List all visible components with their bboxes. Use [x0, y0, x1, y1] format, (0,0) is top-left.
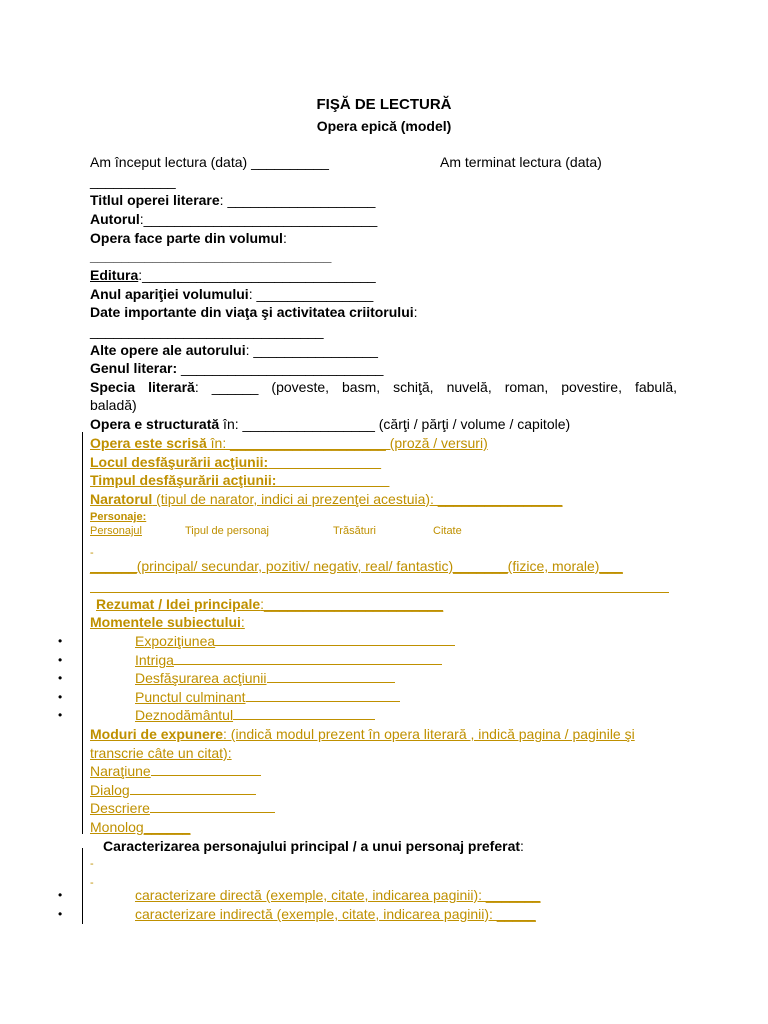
indirect-char: caracterizare indirectă (exemple, citate, indicarea paginii): _____: [135, 906, 536, 922]
modes-label: Moduri de expunere: [90, 726, 224, 742]
other-works-blank: : ________________: [245, 342, 378, 358]
types-line: ______(principal/ secundar, pozitiv/ negativ, real/ fantastic)_______(fizice, morale)___: [90, 558, 623, 574]
genre-field: [90, 359, 383, 377]
mode-2: [90, 781, 256, 799]
time-blank: : ______________: [271, 472, 390, 488]
place-label: Locul desfăşurării acţiunii:: [90, 454, 269, 470]
moment-5-label: Deznodământul: [135, 707, 234, 723]
long-underline: [90, 592, 669, 593]
publisher-label: Editura: [90, 267, 139, 283]
written-label: Opera este scrisă: [90, 435, 207, 451]
bullet-6: •: [58, 888, 63, 902]
moment-1-label: Expoziţiunea: [135, 633, 216, 649]
dates-label: Date importante din viaţa şi activitatea criitorului: [90, 304, 414, 320]
mode-3: [90, 799, 275, 817]
mode-4: [90, 818, 190, 836]
col-traits: Trăsături: [333, 525, 376, 537]
characters-label: Personaje:: [90, 511, 147, 523]
place-blank: ______________: [268, 454, 382, 470]
year-field: [90, 285, 373, 303]
col-type: Tipul de personaj: [185, 525, 269, 537]
mode-4-blank: ______: [143, 819, 191, 835]
moment-5: [135, 706, 375, 724]
time-label: Timpul desfăşurării acţiunii: [90, 472, 272, 488]
modes-cont: transcrie câte un citat):: [90, 745, 232, 761]
other-works-field: [90, 341, 378, 359]
author-field: [90, 210, 377, 228]
volume-field: [90, 229, 287, 247]
author-label: Autorul: [90, 211, 140, 227]
structure-field: [90, 415, 570, 433]
bullet-2: •: [58, 653, 63, 667]
mode-1-label: Naraţiune: [90, 763, 151, 779]
species-cont: baladă): [90, 397, 137, 413]
species-label: Specia literară: [90, 379, 195, 395]
genre-label: Genul literar:: [90, 360, 178, 376]
modes-hint: : (indică modul prezent în opera literară , indică pagina / paginile şi: [223, 726, 635, 742]
dash-2: -: [90, 858, 94, 870]
bullet-4: •: [58, 690, 63, 704]
volume-colon: :: [282, 230, 287, 246]
mode-3-label: Descriere: [90, 800, 150, 816]
moments-colon: :: [240, 614, 245, 630]
species-options: : ______ (poveste, basm, schiţă, nuvelă, roman, povestire, fabulă,: [194, 379, 677, 395]
written-field: [90, 434, 488, 452]
bullet-3: •: [58, 671, 63, 685]
col-character: Personajul: [90, 525, 142, 537]
structure-label: Opera e structurată: [90, 416, 220, 432]
bullet-7: •: [58, 907, 63, 921]
finished-blank: ___________: [90, 173, 176, 189]
dates-blank: ______________________________: [90, 323, 324, 339]
moment-3-label: Desfăşurarea acţiunii: [135, 670, 267, 686]
mode-2-label: Dialog: [90, 782, 130, 798]
moment-4-label: Punctul culminant: [135, 689, 246, 705]
bullet-1: •: [58, 634, 63, 648]
moment-1: [135, 632, 455, 650]
char-heading-colon: :: [520, 838, 524, 854]
volume-blank: _______________________________: [90, 248, 332, 264]
volume-label: Opera face parte din volumul: [90, 230, 283, 246]
moments-field: [90, 613, 245, 631]
publisher-field: [90, 266, 376, 284]
summary-field: [96, 595, 443, 613]
moment-3: [135, 669, 395, 687]
genre-blank: __________________________: [177, 360, 384, 376]
char-heading: [103, 837, 524, 855]
direct-char: caracterizare directă (exemple, citate, indicarea paginii): _______: [135, 887, 541, 903]
left-rule-lower: [82, 848, 83, 924]
dates-colon: :: [413, 304, 418, 320]
other-works-label: Alte opere ale autorului: [90, 342, 246, 358]
year-blank: : _______________: [248, 286, 374, 302]
structure-options: în: _________________ (cărţi / părţi / volume / capitole): [219, 416, 571, 432]
left-rule: [82, 432, 83, 834]
title-label: Titlul operei literare: [90, 192, 220, 208]
finished-line: Am terminat lectura (data): [440, 154, 602, 170]
publisher-blank: :______________________________: [138, 267, 376, 283]
written-options: în: ____________________ (proză / versuri): [206, 435, 488, 451]
summary-label: Rezumat / Idei principale: [96, 596, 261, 612]
dates-field: [90, 303, 418, 321]
moment-2-label: Intriga: [135, 652, 174, 668]
narrator-label: Naratorul: [90, 491, 153, 507]
page-subtitle: Opera epică (model): [316, 118, 452, 134]
dash-1: -: [90, 547, 94, 559]
title-field: [90, 191, 375, 209]
author-blank: :______________________________: [139, 211, 378, 227]
col-quotes: Citate: [433, 525, 462, 537]
modes-field: [90, 725, 635, 743]
bullet-5: •: [58, 708, 63, 722]
mode-1: [90, 762, 261, 780]
moment-2: [135, 651, 442, 669]
started-line: Am început lectura (data) __________: [90, 154, 329, 170]
species-field: [90, 378, 677, 396]
page-title: FIŞĂ DE LECTURĂ: [316, 96, 452, 113]
year-label: Anul apariţiei volumului: [90, 286, 249, 302]
time-field: [90, 471, 389, 489]
moment-4: [135, 688, 400, 706]
summary-blank: :_______________________: [260, 596, 444, 612]
narrator-field: [90, 490, 562, 508]
place-field: [90, 453, 381, 471]
mode-4-label: Monolog: [90, 819, 144, 835]
title-blank: : ___________________: [219, 192, 376, 208]
char-heading-label: Caracterizarea personajului principal / a unui personaj preferat: [103, 838, 521, 854]
dash-3: -: [90, 877, 94, 889]
narrator-hint: (tipul de narator, indici ai prezenţei acestuia): ________________: [152, 491, 563, 507]
moments-label: Momentele subiectului: [90, 614, 241, 630]
